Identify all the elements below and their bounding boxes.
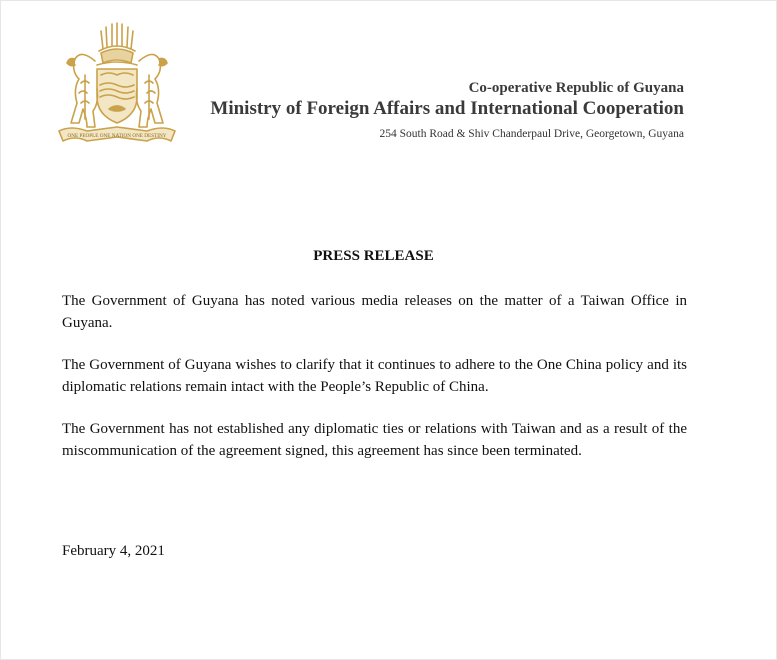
document-body [62, 291, 687, 483]
paragraph-2: The Government of Guyana wishes to clarify that it continues to adhere to the One China policy and its diplomatic relations remain intact with the People’s Republic of China. [62, 357, 687, 395]
ministry-address: 254 South Road & Shiv Chanderpaul Drive, Georgetown, Guyana [379, 128, 684, 140]
republic-name: Co-operative Republic of Guyana [468, 80, 684, 96]
document-date: February 4, 2021 [62, 543, 165, 559]
ministry-name: Ministry of Foreign Affairs and International Cooperation [210, 98, 684, 119]
paragraph-3: The Government has not established any diplomatic ties or relations with Taiwan and as a result of the miscommunication of the agreement signed, this agreement has since been terminated. [62, 421, 687, 459]
svg-text:ONE PEOPLE ONE NATION ONE DEST: ONE PEOPLE ONE NATION ONE DESTINY [67, 133, 167, 139]
paragraph-1: The Government of Guyana has noted various media releases on the matter of a Taiwan Office in Guyana. [62, 293, 687, 331]
document-heading: PRESS RELEASE [313, 248, 434, 264]
coat-of-arms-icon [51, 19, 183, 149]
letterhead [210, 79, 684, 141]
